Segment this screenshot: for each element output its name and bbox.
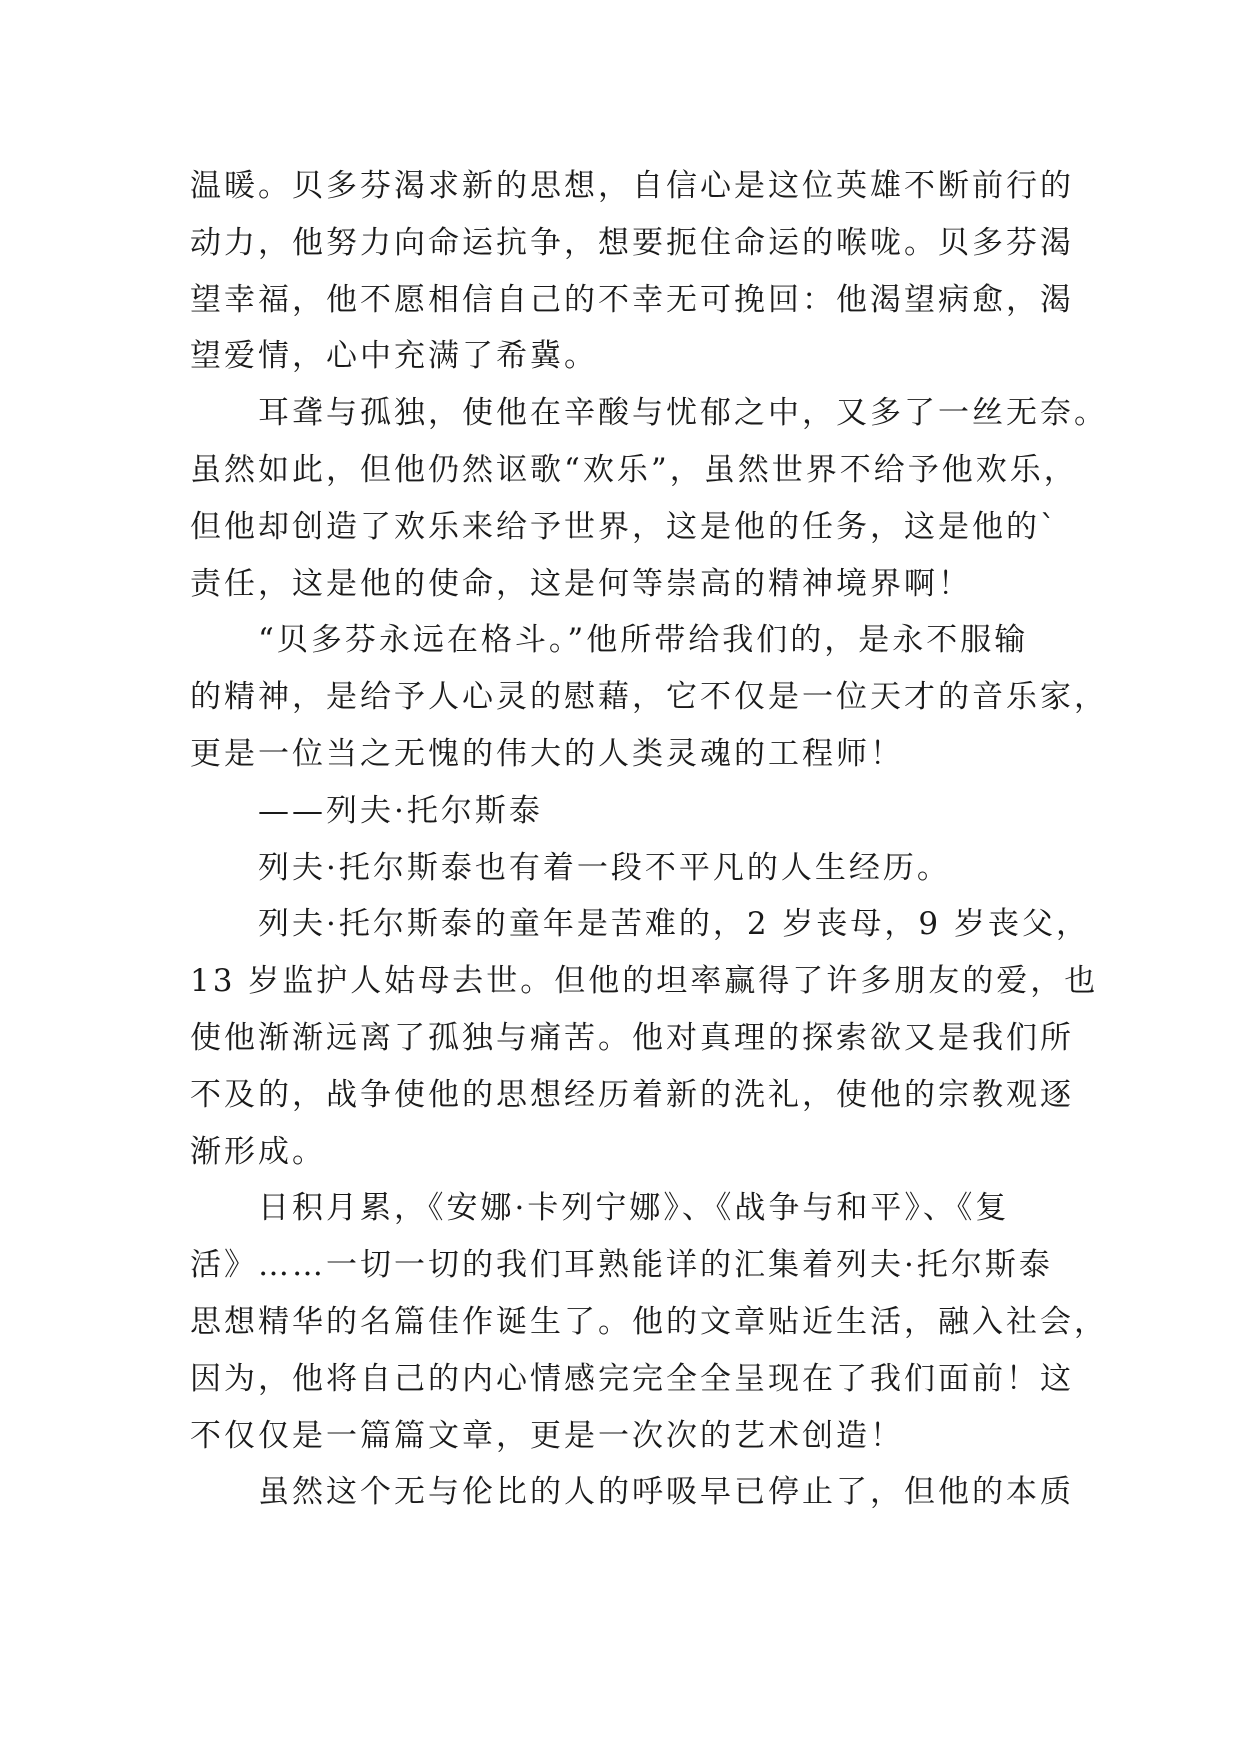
text-line: 列夫·托尔斯泰也有着一段不平凡的人生经历。	[190, 849, 951, 886]
text-line: 因为，他将自己的内心情感完完全全呈现在了我们面前！这	[190, 1360, 1074, 1397]
text-line: 责任，这是他的使命，这是何等崇高的精神境界啊！	[190, 565, 972, 602]
text-line: ——列夫·托尔斯泰	[190, 792, 543, 829]
text-line: 虽然如此，但他仍然讴歌“欢乐”，虽然世界不给予他欢乐，	[190, 451, 1078, 488]
text-line: 温暖。贝多芬渴求新的思想，自信心是这位英雄不断前行的	[190, 168, 1074, 204]
text-line: 日积月累，《安娜·卡列宁娜》、《战争与和平》、《复	[190, 1190, 1010, 1227]
text-line: 望幸福，他不愿相信自己的不幸无可挽回：他渴望病愈，渴	[190, 281, 1074, 318]
text-line: 活》……一切一切的我们耳熟能详的汇集着列夫·托尔斯泰	[190, 1247, 1053, 1284]
text-line: 的精神，是给予人心灵的慰藉，它不仅是一位天才的音乐家，	[190, 679, 1108, 716]
text-line: 13 岁监护人姑母去世。但他的坦率赢得了许多朋友的爱，也	[190, 963, 1099, 1000]
text-line: 不及的，战争使他的思想经历着新的洗礼，使他的宗教观逐	[190, 1076, 1074, 1113]
text-line: 耳聋与孤独，使他在辛酸与忧郁之中，又多了一丝无奈。	[190, 395, 1108, 432]
text-line: 动力，他努力向命运抗争，想要扼住命运的喉咙。贝多芬渴	[190, 224, 1074, 261]
text-line: 望爱情，心中充满了希冀。	[190, 338, 598, 375]
text-line: 列夫·托尔斯泰的童年是苦难的，2 岁丧母，9 岁丧父，	[190, 906, 1091, 943]
text-line: 使他渐渐远离了孤独与痛苦。他对真理的探索欲又是我们所	[190, 1019, 1074, 1056]
text-line: “贝多芬永远在格斗。”他所带给我们的，是永不服输	[190, 622, 1029, 659]
body-text	[190, 158, 1108, 1521]
text-line: 渐形成。	[190, 1133, 326, 1170]
text-line: 不仅仅是一篇篇文章，更是一次次的艺术创造！	[190, 1417, 904, 1454]
text-line: 虽然这个无与伦比的人的呼吸早已停止了，但他的本质	[190, 1474, 1074, 1511]
text-line: 但他却创造了欢乐来给予世界，这是他的任务，这是他的`	[190, 508, 1059, 545]
text-line: 更是一位当之无愧的伟大的人类灵魂的工程师！	[190, 735, 904, 772]
text-line: 思想精华的名篇佳作诞生了。他的文章贴近生活，融入社会，	[190, 1303, 1108, 1340]
